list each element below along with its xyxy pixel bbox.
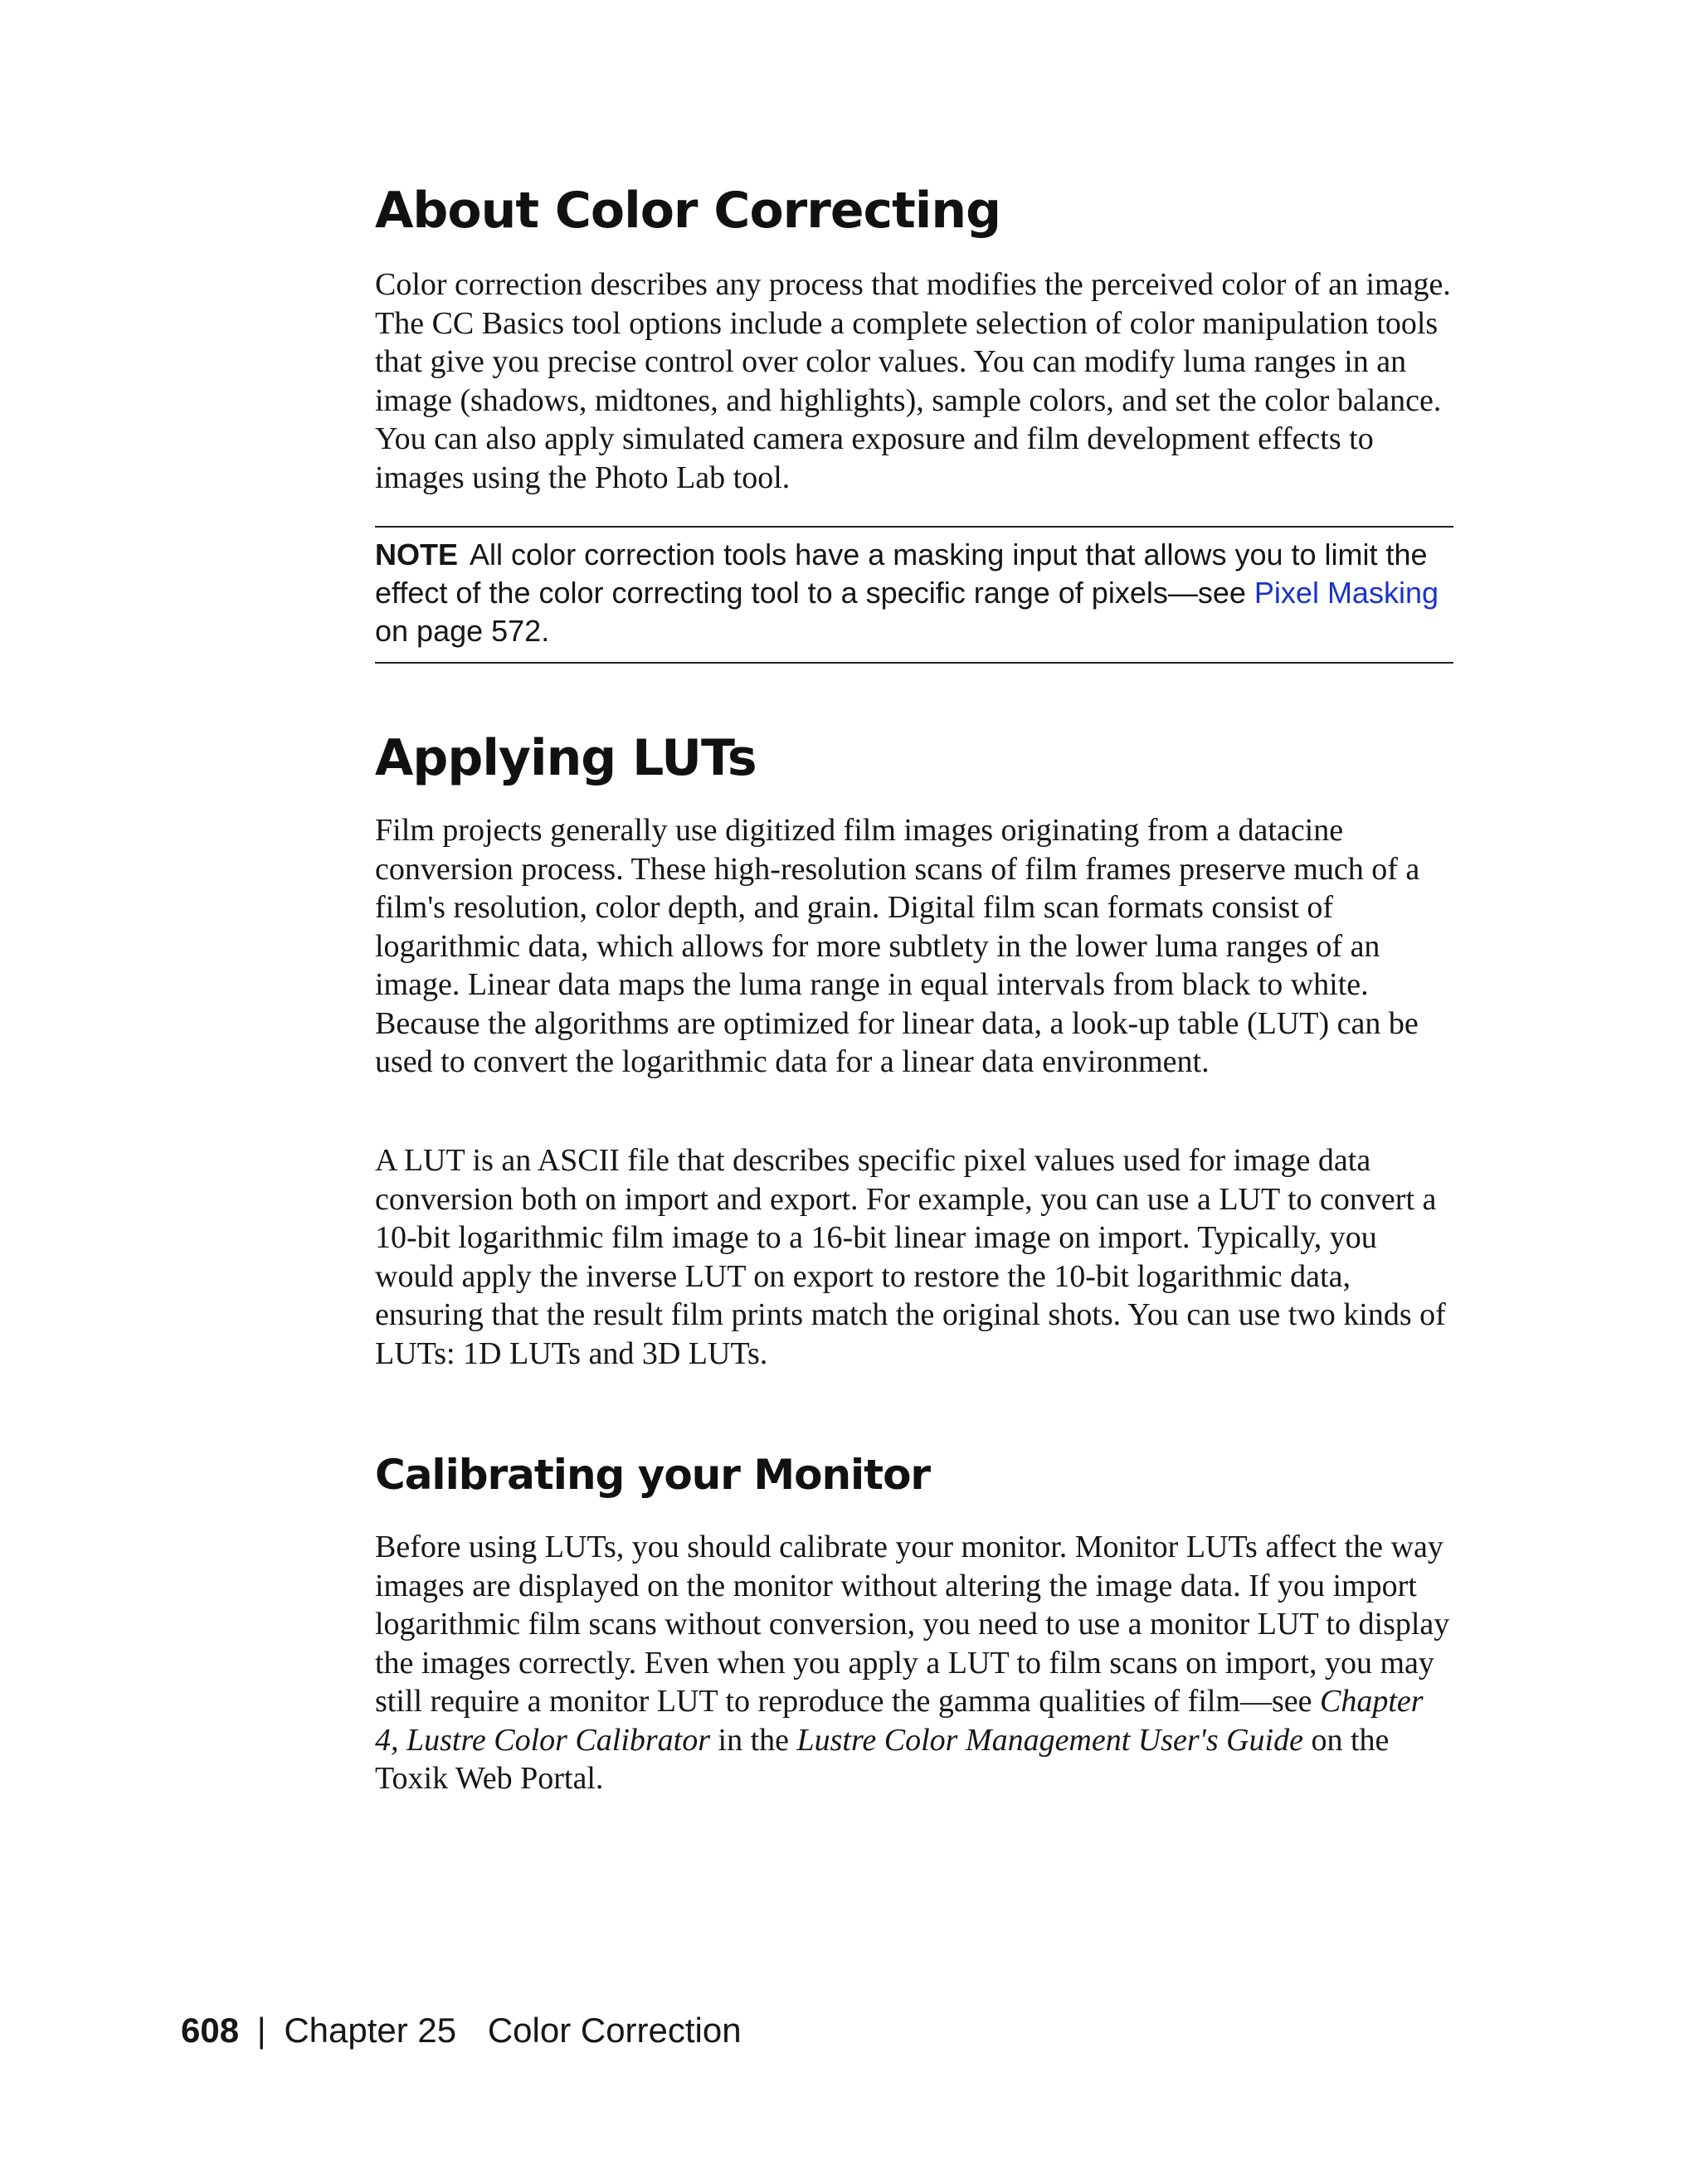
paragraph-calibrating	[375, 1528, 1453, 1798]
note-box	[375, 526, 1453, 664]
section-heading-about: About Color Correcting	[375, 182, 1001, 240]
page-number: 608	[181, 2011, 240, 2050]
paragraph-luts-2: A LUT is an ASCII file that describes specific pixel values used for image data conversion both on import and export. For example, you can use a LUT to convert a 10-bit logarithmic film image to a 16-bit linear image on import. Typically, you would apply the inverse LUT on export to restore the 10-bit logarithmic data, ensuring that the result film prints match the original shots. You can use two kinds of LUTs: 1D LUTs and 3D LUTs.	[375, 1143, 1446, 1371]
guide-reference: Lustre Color Management User's Guide	[796, 1722, 1303, 1758]
chapter-title: Color Correction	[487, 2011, 742, 2050]
page-footer	[181, 2007, 742, 2054]
pixel-masking-link[interactable]: Pixel Masking	[1254, 576, 1439, 610]
chapter-label: Chapter 25	[284, 2011, 457, 2050]
paragraph-luts-1: Film projects generally use digitized film images originating from a datacine conversion process. These high-resolution scans of film frames preserve much of a film's resolution, color depth, and grain. Digital film scan formats consist of logarithmic data, which allows for more subtlety in the lower luma ranges of an image. Linear data maps the luma range in equal intervals from black to white. Because the algorithms are optimized for linear data, a look-up table (LUT) can be used to convert the logarithmic data for a linear data environment.	[375, 813, 1420, 1079]
paragraph-about: Color correction describes any process that modifies the perceived color of an image. The CC Basics tool options include a complete selection of color manipulation tools that give you precise control over color values. You can modify luma ranges in an image (shadows, midtones, and highlights), sample colors, and set the color balance. You can also apply simulated camera exposure and film development effects to images using the Photo Lab tool.	[375, 267, 1451, 495]
note-page-ref: on page 572.	[375, 614, 550, 648]
note-text: All color correction tools have a masking input that allows you to limit the effect of the color correcting tool to a specific range of pixels—see	[375, 537, 1428, 610]
section-heading-calibrating: Calibrating your Monitor	[375, 1451, 931, 1499]
calibrating-text-2: in the	[718, 1722, 789, 1758]
section-heading-luts: Applying LUTs	[375, 729, 757, 787]
footer-separator: |	[256, 2011, 266, 2050]
chapter-reference: Chapter 4, Lustre Color Calibrator	[375, 1684, 1424, 1758]
note-label: NOTE	[375, 537, 459, 572]
calibrating-text-3: on the Toxik Web Portal.	[375, 1722, 1390, 1796]
calibrating-text-1: Before using LUTs, you should calibrate your monitor. Monitor LUTs affect the way images are displayed on the monitor without altering the image data. If you import logarithmic film scans without conversion, you need to use a monitor LUT to display the images correctly. Even when you apply a LUT to film scans on import, you may still require a monitor LUT to reproduce the gamma qualities of film—see	[375, 1530, 1450, 1719]
